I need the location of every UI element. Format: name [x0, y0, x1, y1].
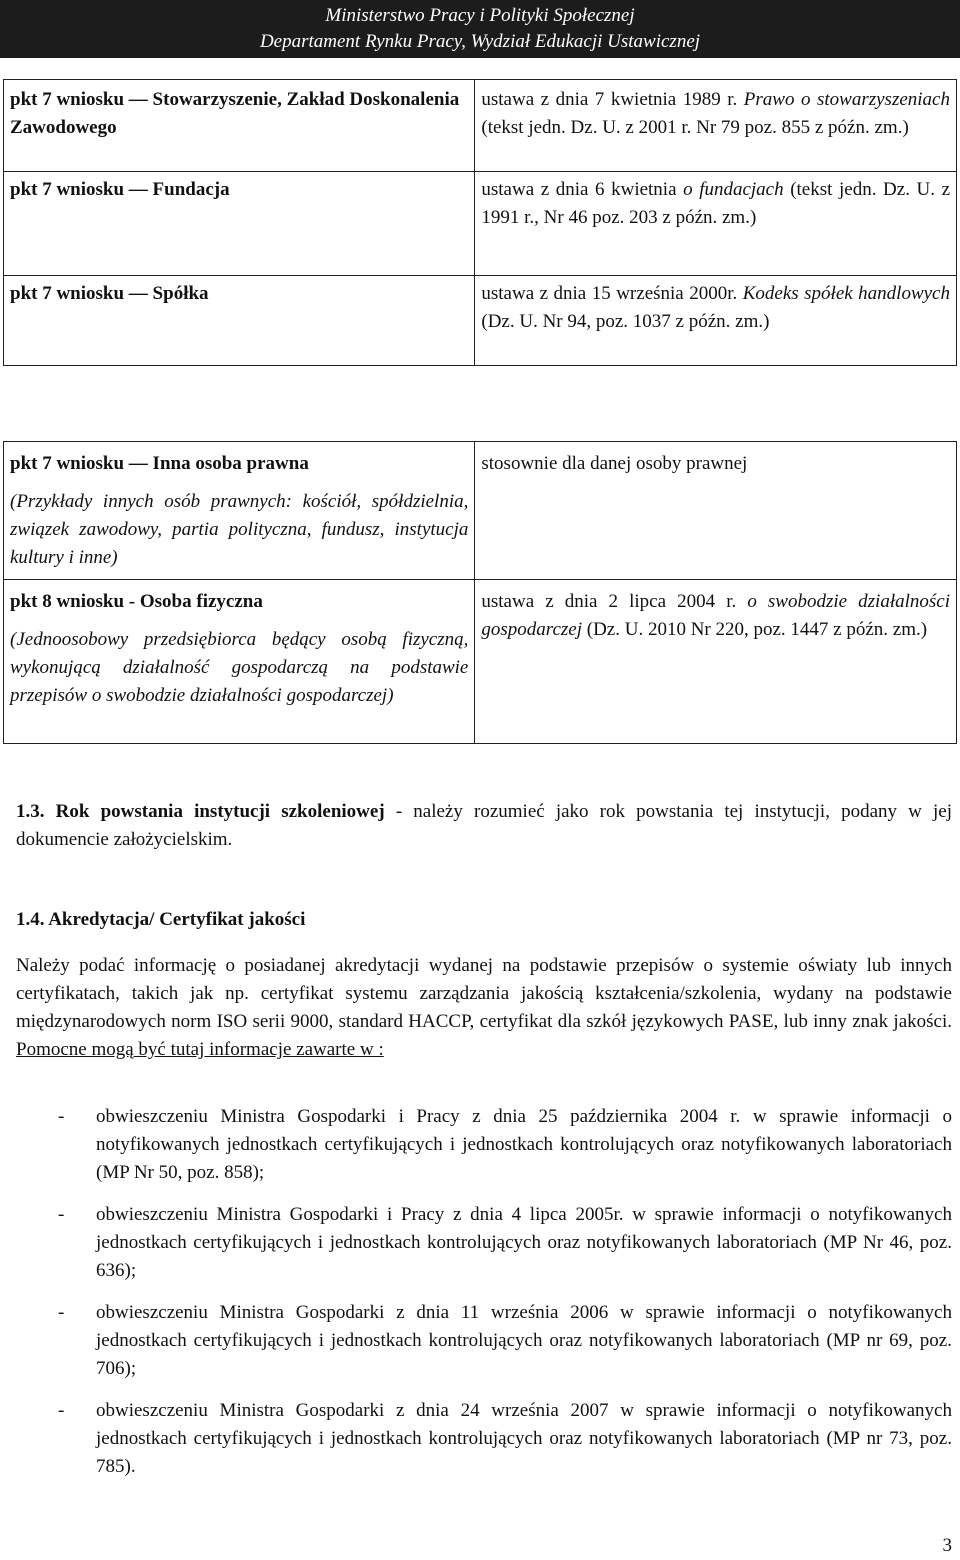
list-dash: - — [58, 1106, 65, 1127]
table-row — [4, 172, 957, 276]
legal-act-title: o swobodzie działalności gospodarczej — [481, 591, 951, 640]
table-cell-legal-basis — [475, 276, 957, 366]
legal-basis-citation: (tekst jedn. Dz. U. z 1991 r., Nr 46 poz. 203 z późn. zm.) — [481, 179, 950, 228]
section-paragraph — [16, 952, 952, 1064]
list-item-text: obwieszczeniu Ministra Gospodarki z dnia 24 września 2007 w sprawie informacji o notyfikowanych jednostkach certyfikujących i jednostkach kontrolujących oraz notyfikowanych laboratoriach (MP nr 73, poz. 785). — [96, 1400, 952, 1477]
legal-act-title: o fundacjach — [683, 179, 784, 200]
legal-basis-text: ustawa z dnia 15 września 2000r. — [481, 283, 743, 304]
table-row — [4, 276, 957, 366]
list-item-text: obwieszczeniu Ministra Gospodarki z dnia 11 września 2006 w sprawie informacji o notyfikowanych jednostkach certyfikujących i jednostkach kontrolujących oraz notyfikowanych laboratoriach (MP nr 69, poz. 706); — [96, 1302, 952, 1379]
applicant-type-examples: (Jednoosobowy przedsiębiorca będący osobą fizyczną, wykonującą działalność gospodarczą na podstawie przepisów o swobodzie działalności gospodarczej) — [10, 629, 469, 706]
table-row — [4, 80, 957, 172]
table-row — [4, 442, 957, 580]
section-number: 1.3. — [16, 801, 45, 822]
table-cell-legal-basis — [475, 580, 957, 744]
list-dash: - — [58, 1204, 65, 1225]
section-title: Akredytacja/ Certyfikat jakości — [48, 909, 306, 930]
legal-basis-table-2 — [3, 441, 957, 744]
applicant-type-title: pkt 7 wniosku — Inna osoba prawna — [10, 453, 309, 474]
table-row — [4, 580, 957, 744]
table-cell-applicant-type: pkt 7 wniosku — Spółka — [4, 276, 475, 366]
section-heading — [16, 906, 952, 934]
list-dash: - — [58, 1400, 65, 1421]
applicant-type-examples: (Przykłady innych osób prawnych: kościół, spółdzielnia, związek zawodowy, partia polityczna, fundusz, instytucja kultury i inne) — [10, 491, 469, 568]
legal-basis-citation: (tekst jedn. Dz. U. z 2001 r. Nr 79 poz. 855 z późn. zm.) — [481, 117, 909, 138]
header-ministry: Ministerstwo Pracy i Polityki Społecznej — [325, 5, 635, 26]
legal-act-title: Kodeks spółek handlowych — [742, 283, 950, 304]
list-dash: - — [58, 1302, 65, 1323]
legal-basis-table-1 — [3, 79, 957, 366]
helpful-info-note: Pomocne mogą być tutaj informacje zawarte w : — [16, 1039, 384, 1060]
paragraph-text: Należy podać informację o posiadanej akredytacji wydanej na podstawie przepisów o systemie oświaty lub innych certyfikatach, takich jak np. certyfikat systemu zarządzania jakością kształcenia/szkolenia, wydany na podstawie międzynarodowych norm ISO serii 9000, standard HACCP, certyfikat dla szkół językowych PASE, lub inny znak jakości. — [16, 955, 952, 1032]
list-item — [16, 1103, 952, 1187]
list-item-text: obwieszczeniu Ministra Gospodarki i Pracy z dnia 4 lipca 2005r. w sprawie informacji o notyfikowanych jednostkach certyfikujących i jednostkach kontrolujących oraz notyfikowanych laboratoriach (MP Nr 46, poz. 636); — [96, 1204, 952, 1281]
page-number: 3 — [942, 1535, 952, 1556]
table-cell-applicant-type — [4, 442, 475, 580]
legal-basis-text: ustawa z dnia 2 lipca 2004 r. — [481, 591, 748, 612]
applicant-type-title: pkt 8 wniosku - Osoba fizyczna — [10, 591, 263, 612]
legal-basis-text: ustawa z dnia 6 kwietnia — [481, 179, 684, 200]
table-cell-applicant-type: pkt 7 wniosku — Stowarzyszenie, Zakład Doskonalenia Zawodowego — [4, 80, 475, 172]
section-1-4 — [16, 906, 952, 1064]
list-item — [16, 1397, 952, 1481]
list-item — [16, 1299, 952, 1383]
header-department: Departament Rynku Pracy, Wydział Edukacji Ustawicznej — [259, 31, 701, 52]
section-title: Rok powstania instytucji szkoleniowej — [55, 801, 385, 822]
table-cell-applicant-type — [4, 580, 475, 744]
legal-basis-citation: (Dz. U. Nr 94, poz. 1037 z późn. zm.) — [481, 311, 770, 332]
page-header — [0, 0, 960, 58]
legal-act-title: Prawo o stowarzyszeniach — [743, 89, 950, 110]
table-cell-applicant-type: pkt 7 wniosku — Fundacja — [4, 172, 475, 276]
section-1-3 — [16, 798, 952, 854]
table-cell-legal-basis — [475, 80, 957, 172]
section-text: - należy rozumieć jako rok powstania tej instytucji, podany w jej dokumencie założycielskim. — [16, 801, 953, 850]
legal-basis-text: stosownie dla danej osoby prawnej — [481, 453, 748, 474]
list-item — [16, 1201, 952, 1285]
legal-basis-citation: (Dz. U. 2010 Nr 220, poz. 1447 z późn. zm.) — [582, 619, 928, 640]
table-cell-legal-basis — [475, 442, 957, 580]
section-number: 1.4. — [16, 909, 45, 930]
legal-basis-text: ustawa z dnia 7 kwietnia 1989 r. — [481, 89, 744, 110]
table-cell-legal-basis — [475, 172, 957, 276]
list-item-text: obwieszczeniu Ministra Gospodarki i Pracy z dnia 25 października 2004 r. w sprawie informacji o notyfikowanych jednostkach certyfikujących i jednostkach kontrolujących oraz notyfikowanych laboratoriach (MP Nr 50, poz. 858); — [96, 1106, 952, 1183]
regulations-list — [16, 1103, 952, 1495]
